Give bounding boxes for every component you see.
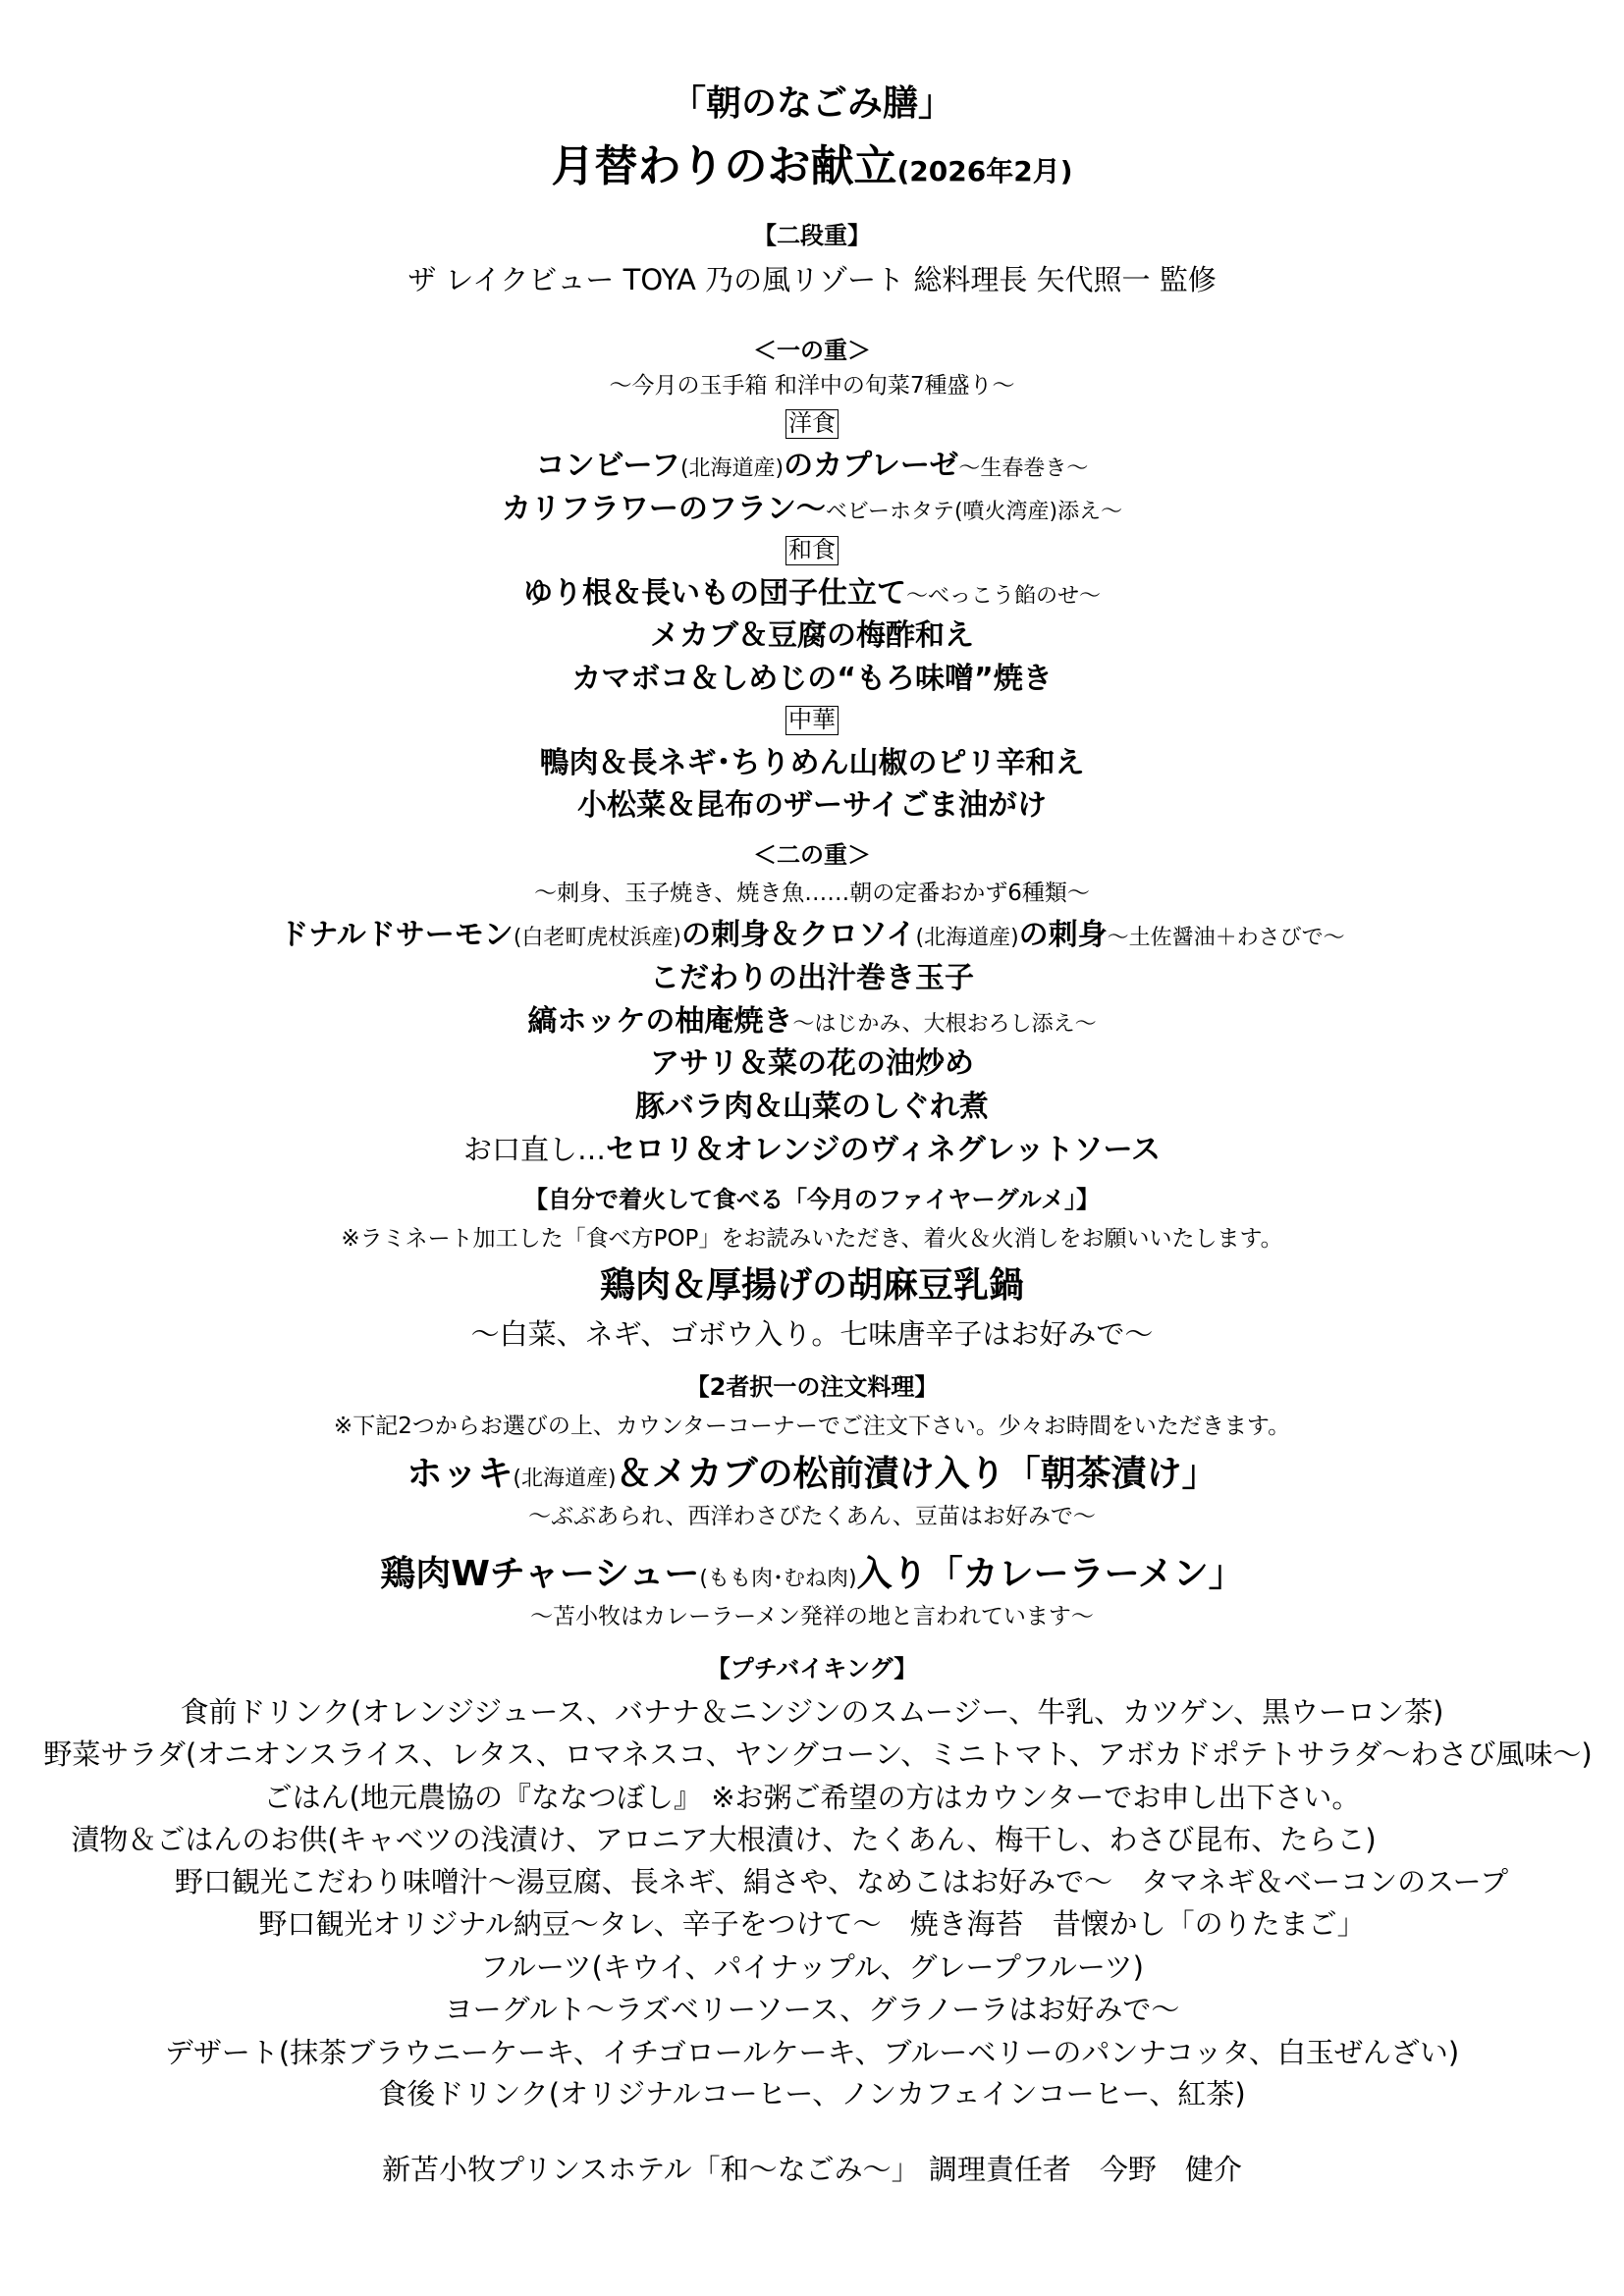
menu-item [0, 1133, 1624, 1168]
ichi-subtitle: ～今月の玉手箱 和洋中の旬菜7種盛り～ [609, 373, 1015, 399]
item-name: 入り「カレーラーメン」 [856, 1554, 1244, 1594]
footer-credit: 新苫小牧プリンスホテル「和～なごみ～」 調理責任者 今野 健介 [382, 2153, 1242, 2186]
order-heading: 【2者択一の注文料理】 [685, 1373, 939, 1401]
buffet-item: 食後ドリンク(オリジナルコーヒー、ノンカフェインコーヒー、紅茶) [378, 2077, 1246, 2110]
item-note: ベビーホタテ(噴火湾産)添え～ [825, 500, 1123, 524]
ni-subtitle: ～刺身、玉子焼き、焼き魚……朝の定番おかず6種類～ [534, 881, 1090, 906]
category-japanese: 和食 [785, 536, 839, 565]
order-dish-2 [0, 1553, 1624, 1595]
menu-item [0, 1004, 1624, 1040]
category-western: 洋食 [785, 409, 839, 439]
fire-description: ～白菜、ネギ、ゴボウ入り。七味唐辛子はお好みで～ [470, 1317, 1154, 1351]
item-note: ～生春巻き～ [958, 456, 1089, 481]
menu-item [0, 449, 1624, 484]
ni-heading: ＜二の重＞ [753, 841, 871, 869]
buffet-item: フルーツ(キウイ、パイナップル、グレープフルーツ) [480, 1950, 1144, 1984]
item-origin: (北海道産) [679, 456, 785, 481]
item-name: 縞ホッケの柚庵焼き [527, 1004, 793, 1039]
buffet-item: 野口観光こだわり味噌汁～湯豆腐、長ネギ、絹さや、なめこはお好みで～ タマネギ＆ベーコンのスープ [174, 1865, 1509, 1898]
item-name: ＆メカブの松前漬け入り「朝茶漬け」 [616, 1454, 1218, 1494]
item-origin: (白老町虎杖浜産) [513, 926, 681, 950]
fire-heading: 【自分で着火して食べる「今月のファイヤーグルメ」】 [523, 1186, 1101, 1213]
title-line1: 「朝のなごみ膳」 [670, 83, 953, 124]
order-note: ※下記2つからお選びの上、カウンターコーナーでご注文下さい。少々お時間をいただきます。 [333, 1414, 1291, 1439]
buffet-item: 野口観光オリジナル納豆～タレ、辛子をつけて～ 焼き海苔 昔懐かし「のりたまご」 [258, 1907, 1366, 1941]
item-name: ドナルドサーモン [279, 918, 514, 952]
menu-item: 小松菜＆昆布のザーサイごま油がけ [577, 788, 1047, 823]
buffet-item: 食前ドリンク(オレンジジュース、バナナ＆ニンジンのスムージー、牛乳、カツゲン、黒ウーロン茶) [180, 1695, 1444, 1729]
buffet-item: デザート(抹茶ブラウニーケーキ、イチゴロールケーキ、ブルーベリーのパンナコッタ、白玉ぜんざい) [164, 2036, 1460, 2069]
item-name: 鶏肉Wチャーシュー [380, 1554, 700, 1594]
buffet-heading: 【プチバイキング】 [706, 1655, 918, 1682]
order-dish-1 [0, 1453, 1624, 1495]
buffet-item: ヨーグルト～ラズベリーソース、グラノーラはお好みで～ [444, 1993, 1180, 2026]
item-note: ～はじかみ、大根おろし添え～ [792, 1012, 1097, 1037]
order-dish-1-desc: ～ぶぶあられ、西洋わさびたくあん、豆苗はお好みで～ [528, 1504, 1096, 1529]
menu-item: 鴨肉＆長ネギ･ちりめん山椒のピリ辛和え [539, 746, 1085, 780]
buffet-item: 漬物＆ごはんのお供(キャベツの浅漬け、アロニア大根漬け、たくあん、梅干し、わさび昆布、たらこ) [71, 1823, 1377, 1856]
ichi-heading: ＜一の重＞ [753, 337, 871, 364]
item-name: の刺身＆クロソイ [680, 918, 916, 952]
menu-item [0, 492, 1624, 527]
menu-item: 豚バラ肉＆山菜のしぐれ煮 [635, 1090, 989, 1124]
item-note: (もも肉･むね肉) [699, 1567, 857, 1591]
buffet-item: 野菜サラダ(オニオンスライス、レタス、ロマネスコ、ヤングコーン、ミニトマト、アボカドポテトサラダ～わさび風味～) [43, 1737, 1593, 1771]
menu-item: メカブ＆豆腐の梅酢和え [650, 618, 974, 653]
item-origin: (北海道産) [915, 926, 1019, 950]
fire-dish: 鶏肉＆厚揚げの胡麻豆乳鍋 [599, 1265, 1024, 1306]
item-label: お口直し… [463, 1133, 607, 1166]
supervisor-line: ザ レイクビュー TOYA 乃の風リゾート 総料理長 矢代照一 監修 [407, 263, 1217, 296]
item-name: のカプレーゼ [784, 449, 959, 483]
item-note: ～べっこう餡のせ～ [905, 584, 1101, 609]
item-name: カリフラワーのフラン～ [501, 492, 826, 526]
category-chinese: 中華 [785, 706, 839, 735]
menu-item [0, 918, 1624, 953]
page-title [0, 141, 1624, 193]
item-origin: (北海道産) [513, 1467, 617, 1491]
item-name: ゆり根＆長いもの団子仕立て [522, 576, 906, 611]
title-date: (2026年2月) [896, 155, 1073, 187]
item-name: セロリ＆オレンジのヴィネグレットソース [606, 1133, 1161, 1167]
menu-item: カマボコ＆しめじの“もろ味噌”焼き [571, 662, 1053, 696]
item-note: ～土佐醤油＋わさびで～ [1107, 926, 1345, 950]
menu-item: こだわりの出汁巻き玉子 [650, 961, 974, 995]
menu-item [0, 576, 1624, 612]
item-name: の刺身 [1018, 918, 1108, 952]
item-name: ホッキ [406, 1454, 514, 1494]
menu-item: アサリ＆菜の花の油炒め [650, 1046, 974, 1081]
fire-note: ※ラミネート加工した「食べ方POP」をお読みいただき、着火＆火消しをお願いいたします。 [341, 1226, 1283, 1252]
title-main: 月替わりのお献立 [551, 141, 897, 191]
section-nidanju: 【二段重】 [753, 222, 871, 249]
item-name: コンビーフ [535, 449, 680, 483]
order-dish-2-desc: ～苫小牧はカレーラーメン発祥の地と言われています～ [530, 1604, 1094, 1629]
buffet-item: ごはん(地元農協の『ななつぼし』 ※お粥ご希望の方はカウンターでお申し出下さい。 [263, 1781, 1361, 1814]
